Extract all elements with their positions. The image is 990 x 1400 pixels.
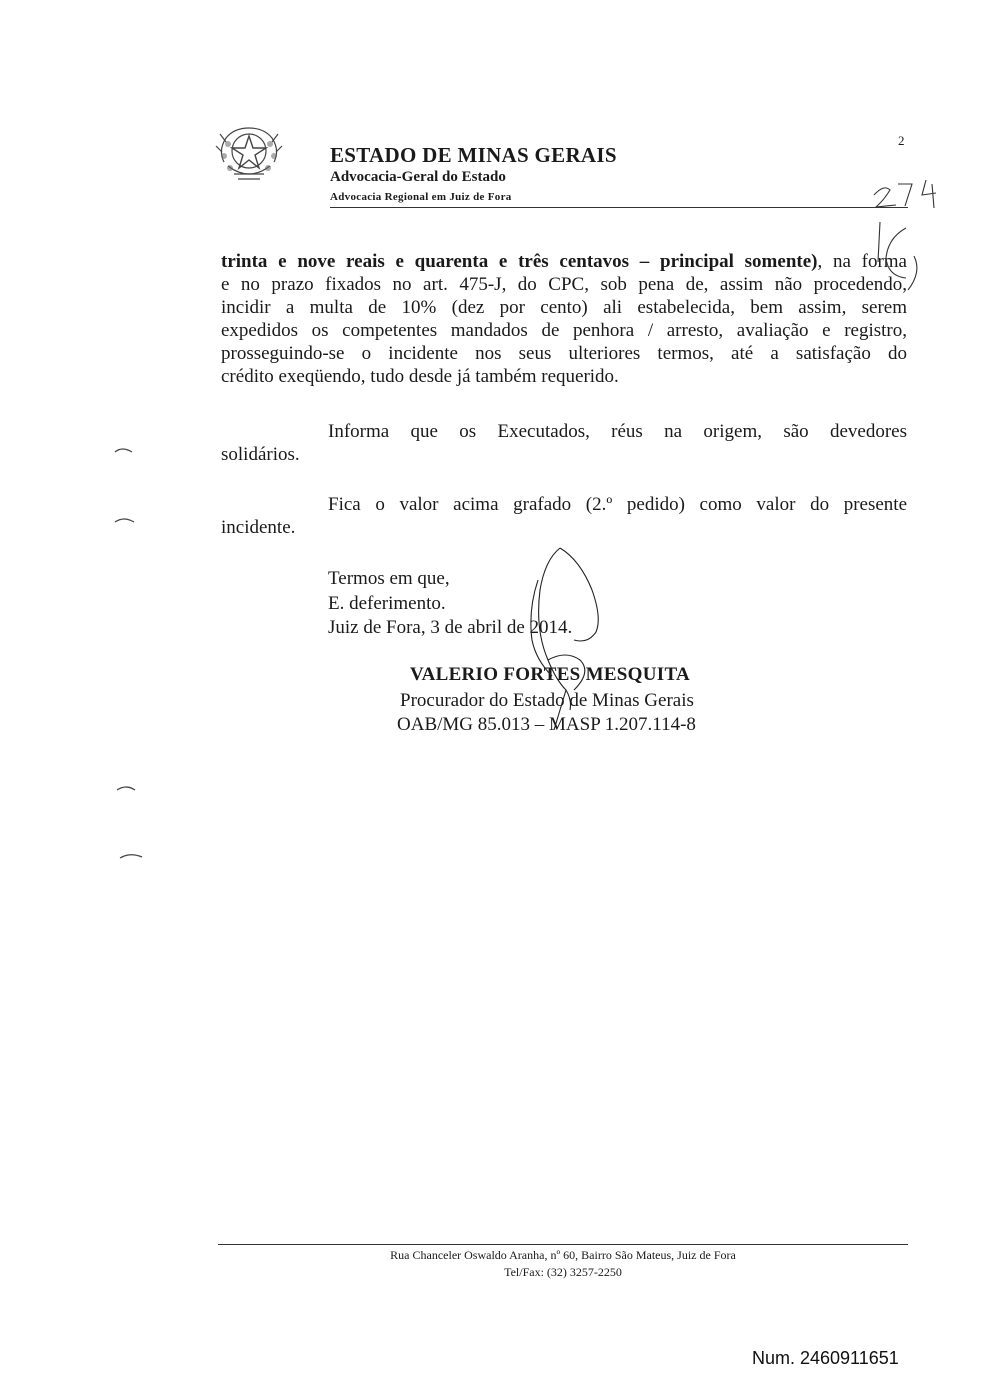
paragraph-1-line-2: e no prazo fixados no art. 475-J, do CPC, sob pena de, assim não procedendo, — [221, 274, 907, 295]
paragraph-1-line-5: prosseguindo-se o incidente nos seus ulteriores termos, até a satisfação do — [221, 343, 907, 364]
paragraph-1-line-1 — [221, 250, 907, 273]
signatory-registration: OAB/MG 85.013 – MASP 1.207.114-8 — [397, 714, 696, 735]
paragraph-3-line-1: Fica o valor acima grafado (2.º pedido) como valor do presente — [328, 494, 907, 515]
page-number: 2 — [898, 133, 905, 148]
coat-of-arms-icon — [214, 122, 284, 188]
closing-line-2: E. deferimento. — [328, 593, 446, 614]
paragraph-1 — [221, 250, 907, 388]
header-subtitle: Advocacia-Geral do Estado — [330, 169, 506, 185]
header-rule — [330, 207, 908, 208]
paragraph-3-line-2: incidente. — [221, 517, 296, 538]
margin-marks — [115, 449, 142, 858]
paragraph-2-line-2: solidários. — [221, 444, 300, 465]
footer-phone: Tel/Fax: (32) 3257-2250 — [504, 1265, 622, 1279]
paragraph-1-line-4: expedidos os competentes mandados de penhora / arresto, avaliação e registro, — [221, 320, 907, 341]
paragraph-1-line-1-rest: , na forma — [817, 251, 907, 272]
footer-address: Rua Chanceler Oswaldo Aranha, nº 60, Bairro São Mateus, Juiz de Fora — [390, 1248, 736, 1262]
header-title: ESTADO DE MINAS GERAIS — [330, 143, 617, 167]
paragraph-2-line-1: Informa que os Executados, réus na origem, são devedores — [328, 421, 907, 442]
closing-date: Juiz de Fora, 3 de abril de 2014. — [328, 617, 573, 638]
footer-rule — [218, 1244, 908, 1245]
closing-line-1: Termos em que, — [328, 568, 450, 589]
signatory-role: Procurador do Estado de Minas Gerais — [400, 690, 694, 711]
signatory-name: VALERIO FORTES MESQUITA — [410, 664, 691, 685]
paragraph-1-line-6: crédito exeqüendo, tudo desde já também requerido. — [221, 366, 619, 387]
document-number: Num. 2460911651 — [752, 1348, 899, 1368]
paragraph-1-bold-lead: trinta e nove reais e quarenta e três centavos – principal somente) — [221, 251, 818, 272]
header-office: Advocacia Regional em Juiz de Fora — [330, 191, 512, 203]
paragraph-1-line-3: incidir a multa de 10% (dez por cento) ali estabelecida, bem assim, serem — [221, 297, 907, 318]
